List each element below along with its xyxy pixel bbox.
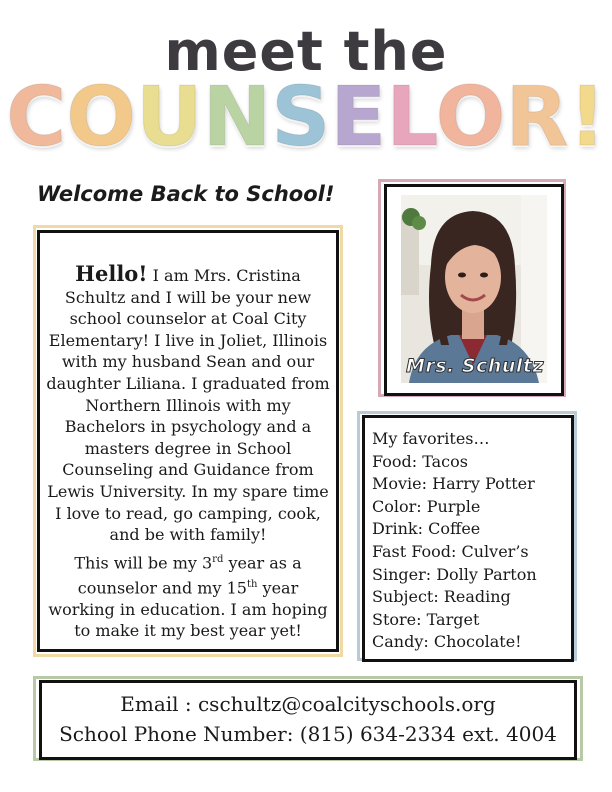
phone-line: School Phone Number: (815) 634-2334 ext. 4004 bbox=[59, 722, 557, 746]
title-letter: N bbox=[202, 70, 272, 165]
title-letter: O bbox=[435, 70, 506, 165]
ordinal-suffix: rd bbox=[212, 554, 224, 565]
ordinal-suffix: th bbox=[246, 578, 258, 590]
title-letter: S bbox=[271, 70, 331, 165]
title-letter: ! bbox=[568, 70, 606, 165]
favorite-item: Candy: Chocolate! bbox=[372, 632, 522, 652]
photo-box bbox=[384, 184, 564, 396]
favorite-item: Movie: Harry Potter bbox=[372, 474, 535, 494]
bio-box bbox=[37, 230, 339, 652]
favorite-item: Drink: Coffee bbox=[372, 519, 481, 539]
bio-paragraph-1 bbox=[46, 263, 330, 546]
title-letter: E bbox=[330, 70, 387, 165]
favorite-item: Singer: Dolly Parton bbox=[372, 564, 537, 584]
welcome-heading: Welcome Back to School! bbox=[37, 182, 335, 206]
favorites-heading: My favorites… bbox=[372, 429, 490, 448]
bio-text-2b: year as a counselor and my 15 bbox=[77, 553, 302, 598]
title-letter: R bbox=[505, 70, 569, 165]
bio-text-1: I am Mrs. Cristina Schultz and I will be your new school counselor at Coal City Elementary! I live in Joliet, Illinois with my husband Sean and our daughter Liliana. I graduated from Northern Illinois with my Bachelors in psychology and a masters degree in School Counseling and Guidance from Lewis University. In my spare time I love to read, go camping, cook, and be with family! bbox=[46, 266, 330, 545]
favorite-item: Food: Tacos bbox=[372, 451, 468, 471]
title-letter: O bbox=[66, 70, 136, 165]
hello-greeting: Hello! bbox=[75, 261, 148, 286]
contact-box bbox=[39, 680, 577, 760]
bio-paragraph-2 bbox=[46, 549, 330, 642]
favorite-item: Fast Food: Culver’s bbox=[372, 541, 529, 561]
favorites-box bbox=[362, 415, 574, 662]
photo-caption: Mrs. Schultz bbox=[405, 355, 545, 377]
title-letter: L bbox=[386, 70, 436, 165]
bio-text-2c: year working in education. I am hoping to make it my best year yet! bbox=[48, 578, 328, 641]
title-letter: C bbox=[6, 70, 67, 165]
favorites-list bbox=[372, 428, 537, 654]
title-letter: U bbox=[135, 70, 203, 165]
title-meet-the: meet the bbox=[164, 20, 448, 83]
favorite-item: Subject: Reading bbox=[372, 587, 511, 607]
title-counselor bbox=[0, 70, 612, 166]
favorite-item: Store: Target bbox=[372, 609, 480, 629]
favorite-item: Color: Purple bbox=[372, 496, 481, 516]
bio-text-2a: This will be my 3 bbox=[74, 553, 213, 573]
email-line: Email : cschultz@coalcityschools.org bbox=[120, 692, 496, 716]
